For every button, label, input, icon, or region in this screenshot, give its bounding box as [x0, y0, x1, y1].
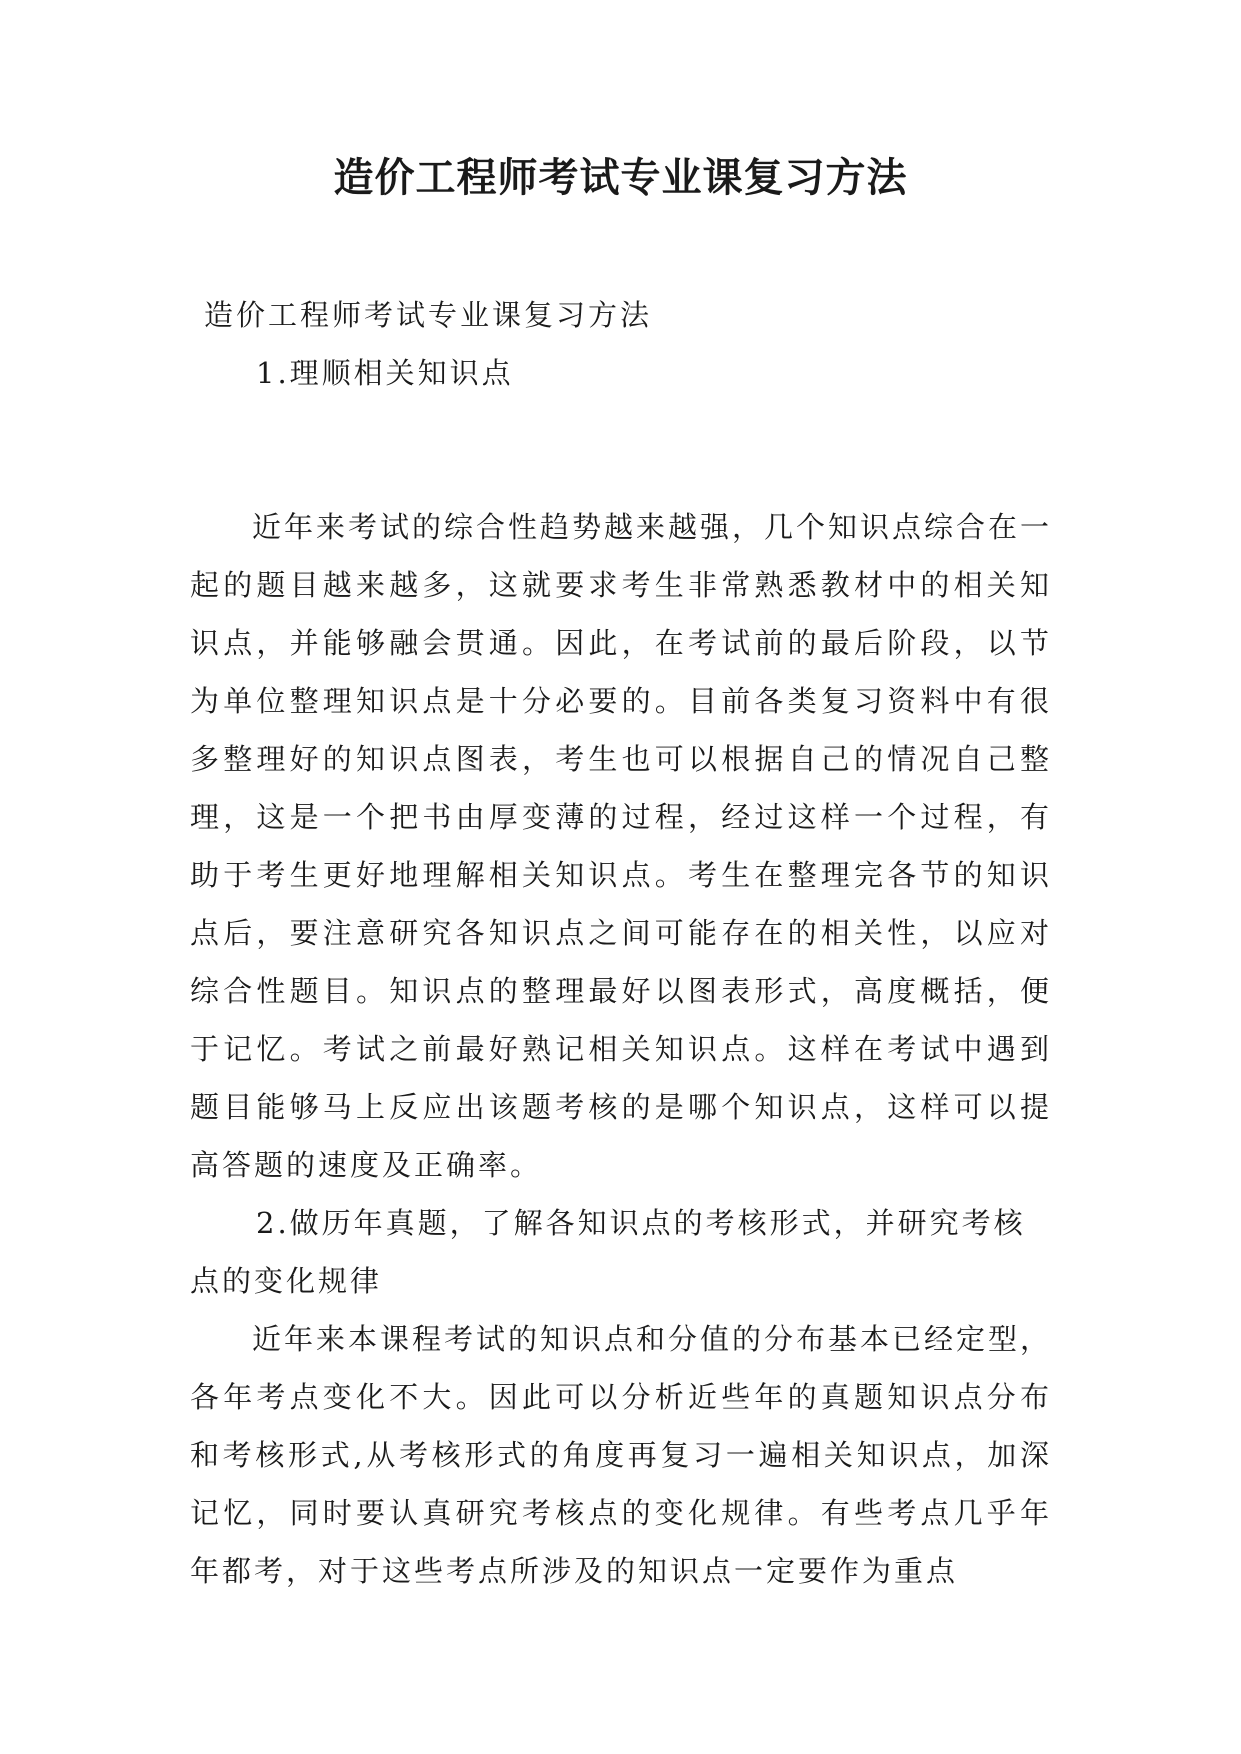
section-2-paragraph: 近年来本课程考试的知识点和分值的分布基本已经定型，各年考点变化不大。因此可以分析近些年的真题知识点分布和考核形式,从考核形式的角度再复习一遍相关知识点，加深记忆，同时要认真研究考核点的变化规律。有些考点几乎年年都考，对于这些考点所涉及的知识点一定要作为重点: [190, 1322, 1053, 1588]
document-title: 造价工程师考试专业课复习方法: [333, 155, 908, 201]
document-subtitle: 造价工程师考试专业课复习方法: [204, 298, 653, 332]
section-1-heading: 1.理顺相关知识点: [256, 356, 514, 390]
document-body: [190, 286, 1052, 1600]
section-2-heading: 2.做历年真题，了解各知识点的考核形式，并研究考核点的变化规律: [190, 1206, 1026, 1298]
paragraph-spacer: [190, 402, 1052, 498]
section-1-paragraph: 近年来考试的综合性趋势越来越强，几个知识点综合在一起的题目越来越多，这就要求考生非常熟悉教材中的相关知识点，并能够融会贯通。因此，在考试前的最后阶段，以节为单位整理知识点是十分必要的。目前各类复习资料中有很多整理好的知识点图表，考生也可以根据自己的情况自己整理，这是一个把书由厚变薄的过程，经过这样一个过程，有助于考生更好地理解相关知识点。考生在整理完各节的知识点后，要注意研究各知识点之间可能存在的相关性，以应对综合性题目。知识点的整理最好以图表形式，高度概括，便于记忆。考试之前最好熟记相关知识点。这样在考试中遇到题目能够马上反应出该题考核的是哪个知识点，这样可以提高答题的速度及正确率。: [190, 510, 1053, 1182]
